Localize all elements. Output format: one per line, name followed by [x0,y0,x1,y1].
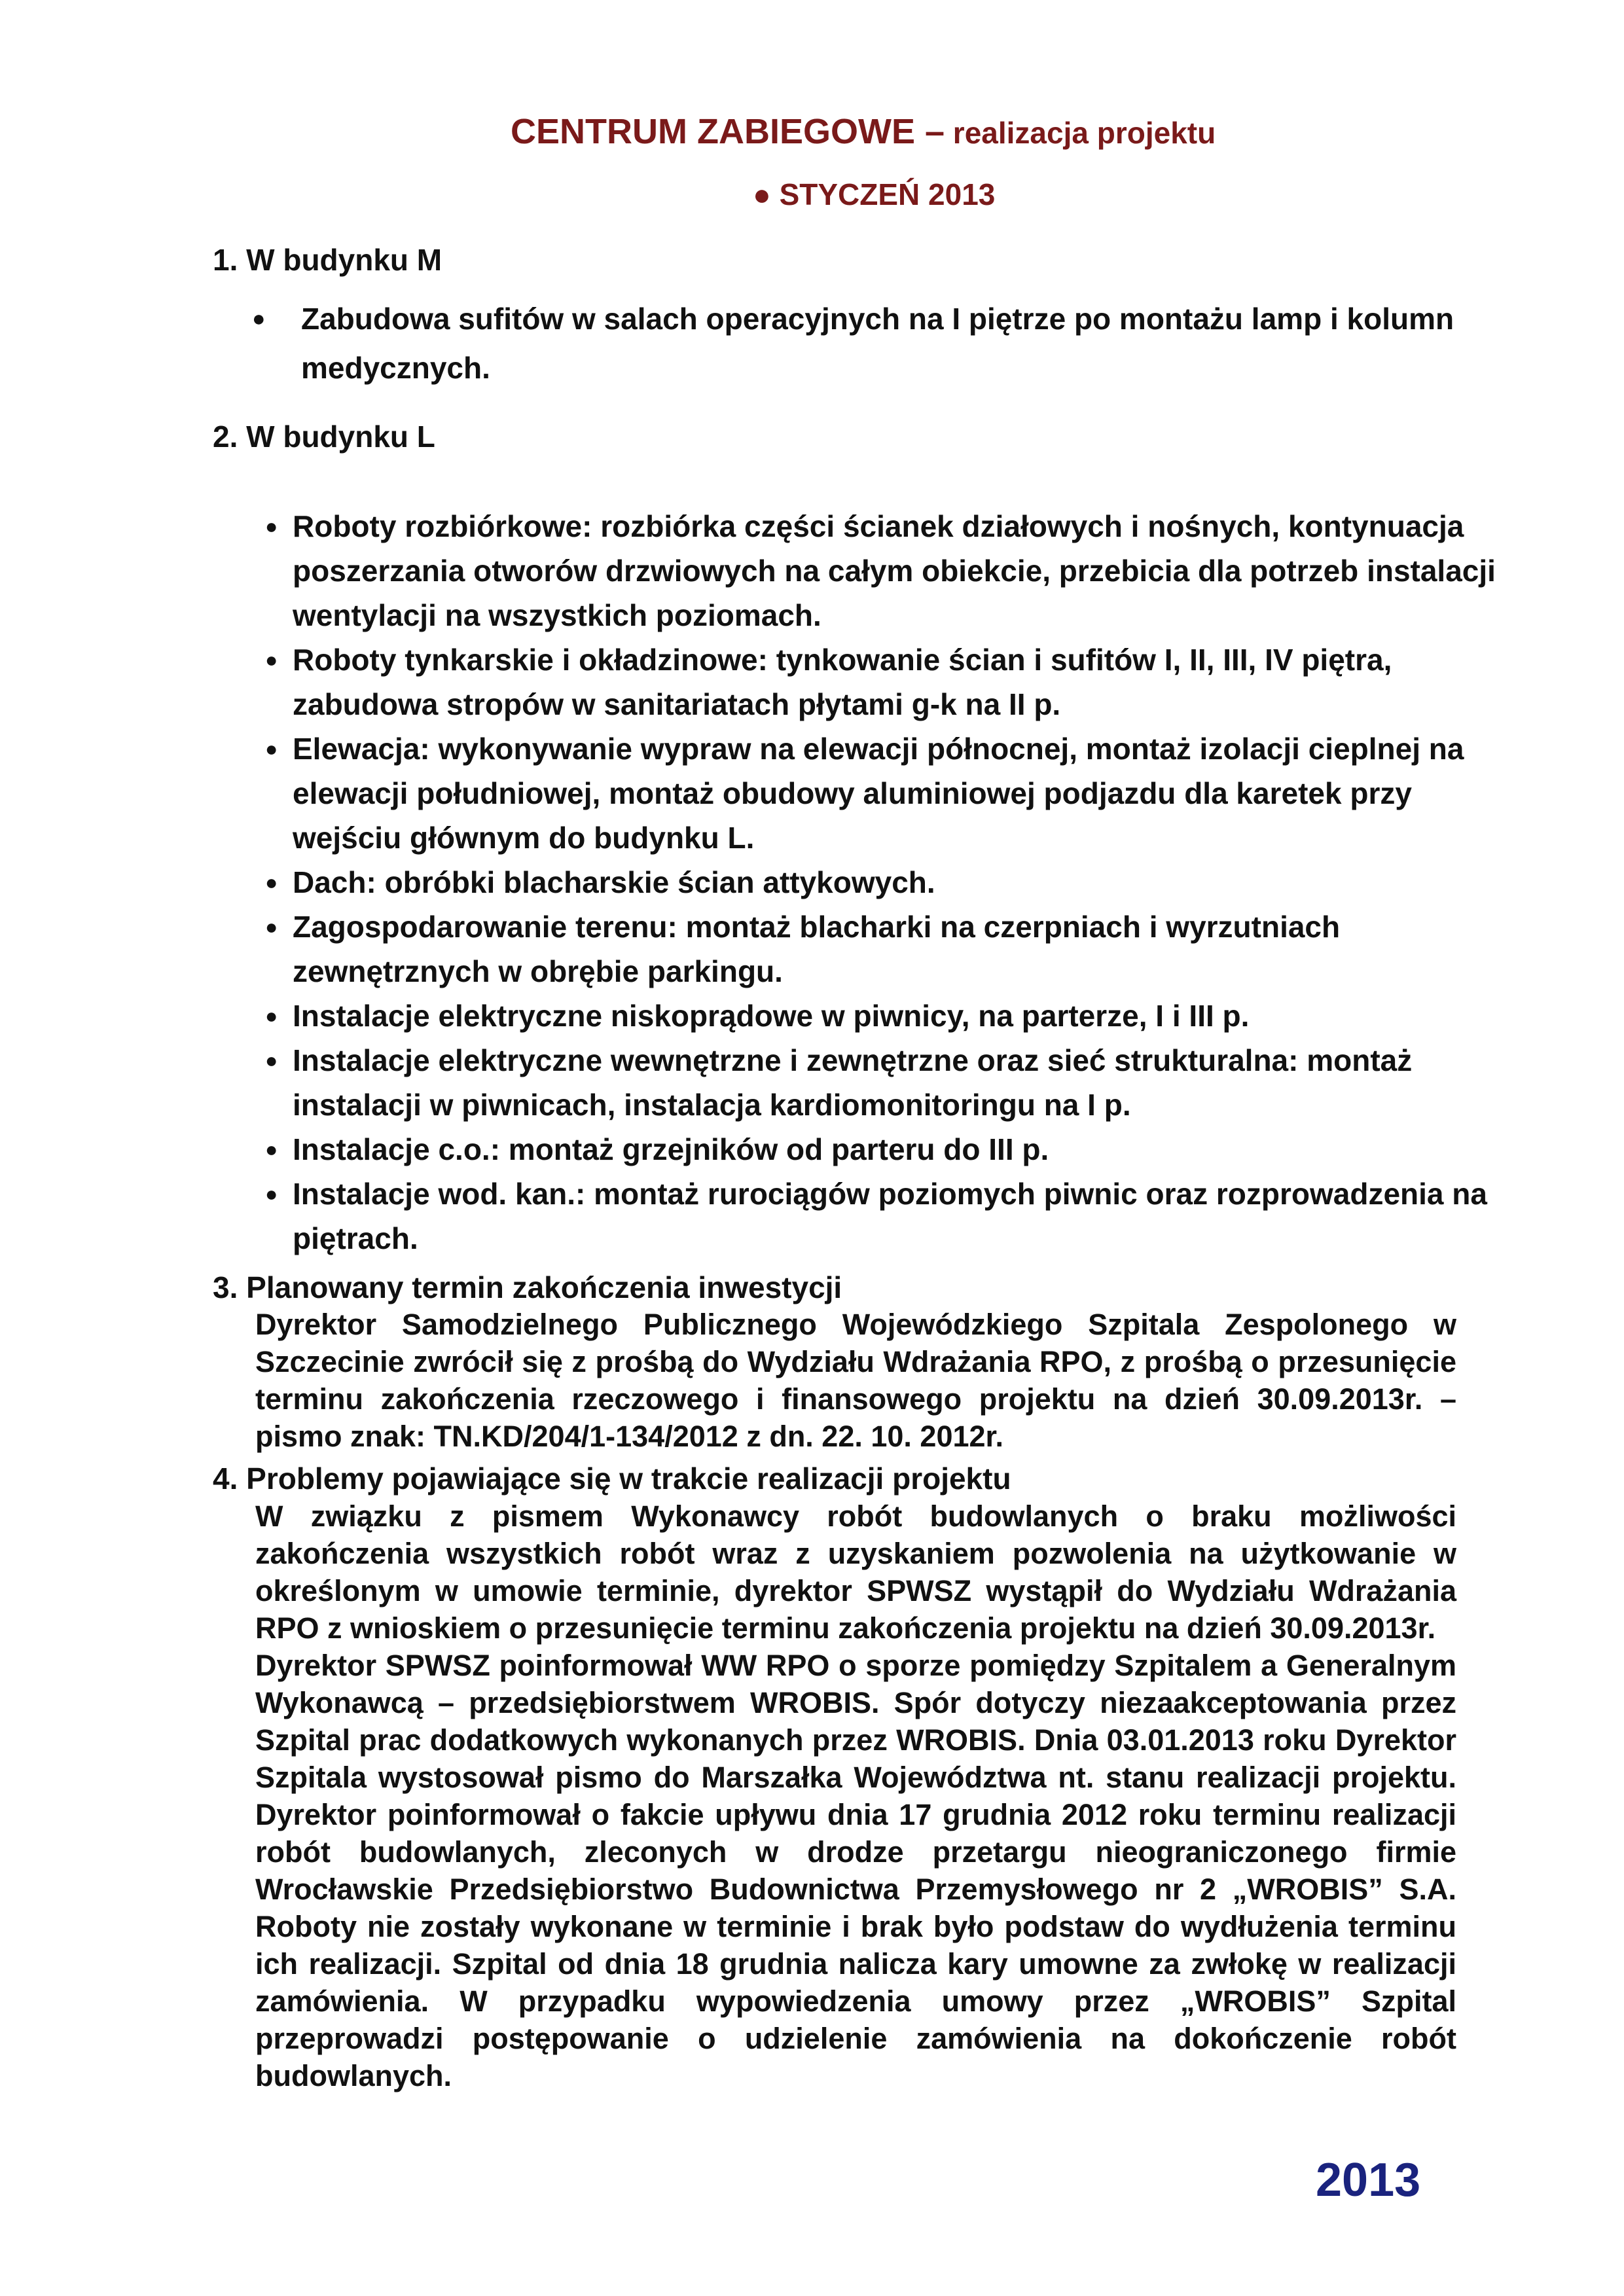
bullet-icon: ● [265,648,278,672]
bullet-icon: ● [265,1004,278,1028]
section-1-list [252,295,1496,393]
title-sub: realizacja projektu [945,116,1216,150]
bullet-icon: ● [265,1182,278,1206]
list-item: ● Instalacje elektryczne niskoprądowe w piwnicy, na parterze, I i III p. [265,994,1496,1038]
list-item: ● Roboty rozbiórkowe: rozbiórka części ścianek działowych i nośnych, kontynuacja poszerzania otworów drzwiowych na całym obiekcie, przebicia dla potrzeb instalacji wentylacji na wszystkich poziomach. [265,504,1496,637]
section-1-heading: 1. W budynku M [213,243,442,277]
paragraph: W związku z pismem Wykonawcy robót budowlanych o braku możliwości zakończenia wszystkich robót wraz z uzyskaniem pozwolenia na użytkowanie w określonym w umowie terminie, dyrektor SPWSZ wystąpił do Wydziału Wdrażania RPO z wnioskiem o przesunięcie terminu zakończenia projektu na dzień 30.09.2013r. [255,1499,1456,1645]
list-item: ● Zabudowa sufitów w salach operacyjnych na I piętrze po montażu lamp i kolumn medycznych. [252,295,1496,393]
list-item: ● Instalacje wod. kan.: montaż rurociągów poziomych piwnic oraz rozprowadzenia na piętrach. [265,1172,1496,1261]
paragraph: Dyrektor SPWSZ poinformował WW RPO o sporze pomiędzy Szpitalem a Generalnym Wykonawcą – przedsiębiorstwem WROBIS. Spór dotyczy niezaakceptowania przez Szpital prac dodatkowych wykonanych przez WROBIS. Dnia 03.01.2013 roku Dyrektor Szpitala wystosował pismo do Marszałka Województwa nt. stanu realizacji projektu. Dyrektor poinformował o fakcie upływu dnia 17 grudnia 2012 roku terminu realizacji robót budowlanych, zleconych w drodze przetargu nieograniczonego firmie Wrocławskie Przedsiębiorstwo Budownictwa Przemysłowego nr 2 „WROBIS” S.A. Roboty nie zostały wykonane w terminie i brak było podstaw do wydłużenia terminu ich realizacji. Szpital od dnia 18 grudnia nalicza kary umowne za zwłokę w realizacji zamówienia. W przypadku wypowiedzenia umowy przez „WROBIS” Szpital przeprowadzi postępowanie o udzielenie zamówienia na dokończenie robót budowlanych. [255,1649,1456,2092]
section-2-heading: 2. W budynku L [213,420,435,454]
month-heading: ● STYCZEŃ 2013 [753,177,996,211]
document-title [511,111,1216,152]
section-2-list [265,504,1496,1261]
footer-year: 2013 [1316,2154,1421,2206]
section-3-text [255,1306,1456,1455]
list-item: ● Elewacja: wykonywanie wypraw na elewacji północnej, montaż izolacji cieplnej na elewacji południowej, montaż obudowy aluminiowej podjazdu dla karetek przy wejściu głównym do budynku L. [265,726,1496,860]
section-4-text [255,1498,1456,2094]
bullet-icon: ● [265,1049,278,1072]
bullet-icon: ● [265,737,278,761]
list-item: ● Zagospodarowanie terenu: montaż blacharki na czerpniach i wyrzutniach zewnętrznych w obrębie parkingu. [265,905,1496,994]
list-item: ● Instalacje c.o.: montaż grzejników od parteru do III p. [265,1127,1496,1172]
bullet-icon: ● [265,1138,278,1161]
section-4-heading: 4. Problemy pojawiające się w trakcie realizacji projektu [213,1462,1011,1496]
bullet-icon: ● [265,514,278,538]
bullet-icon: ● [252,306,266,331]
section-3-heading: 3. Planowany termin zakończenia inwestycji [213,1270,842,1304]
paragraph: Dyrektor Samodzielnego Publicznego Wojewódzkiego Szpitala Zespolonego w Szczecinie zwrócił się z prośbą do Wydziału Wdrażania RPO, z prośbą o przesunięcie terminu zakończenia rzeczowego i finansowego projektu na dzień 30.09.2013r. – pismo znak: TN.KD/204/1-134/2012 z dn. 22. 10. 2012r. [255,1308,1456,1453]
title-main: CENTRUM ZABIEGOWE – [511,112,945,151]
bullet-icon: ● [265,870,278,894]
bullet-icon: ● [265,915,278,939]
list-item: ● Instalacje elektryczne wewnętrzne i zewnętrzne oraz sieć strukturalna: montaż instalacji w piwnicach, instalacja kardiomonitoringu na I p. [265,1038,1496,1127]
list-item: ● Dach: obróbki blacharskie ścian attykowych. [265,860,1496,905]
list-item: ● Roboty tynkarskie i okładzinowe: tynkowanie ścian i sufitów I, II, III, IV piętra, zabudowa stropów w sanitariatach płytami g-k na II p. [265,637,1496,726]
